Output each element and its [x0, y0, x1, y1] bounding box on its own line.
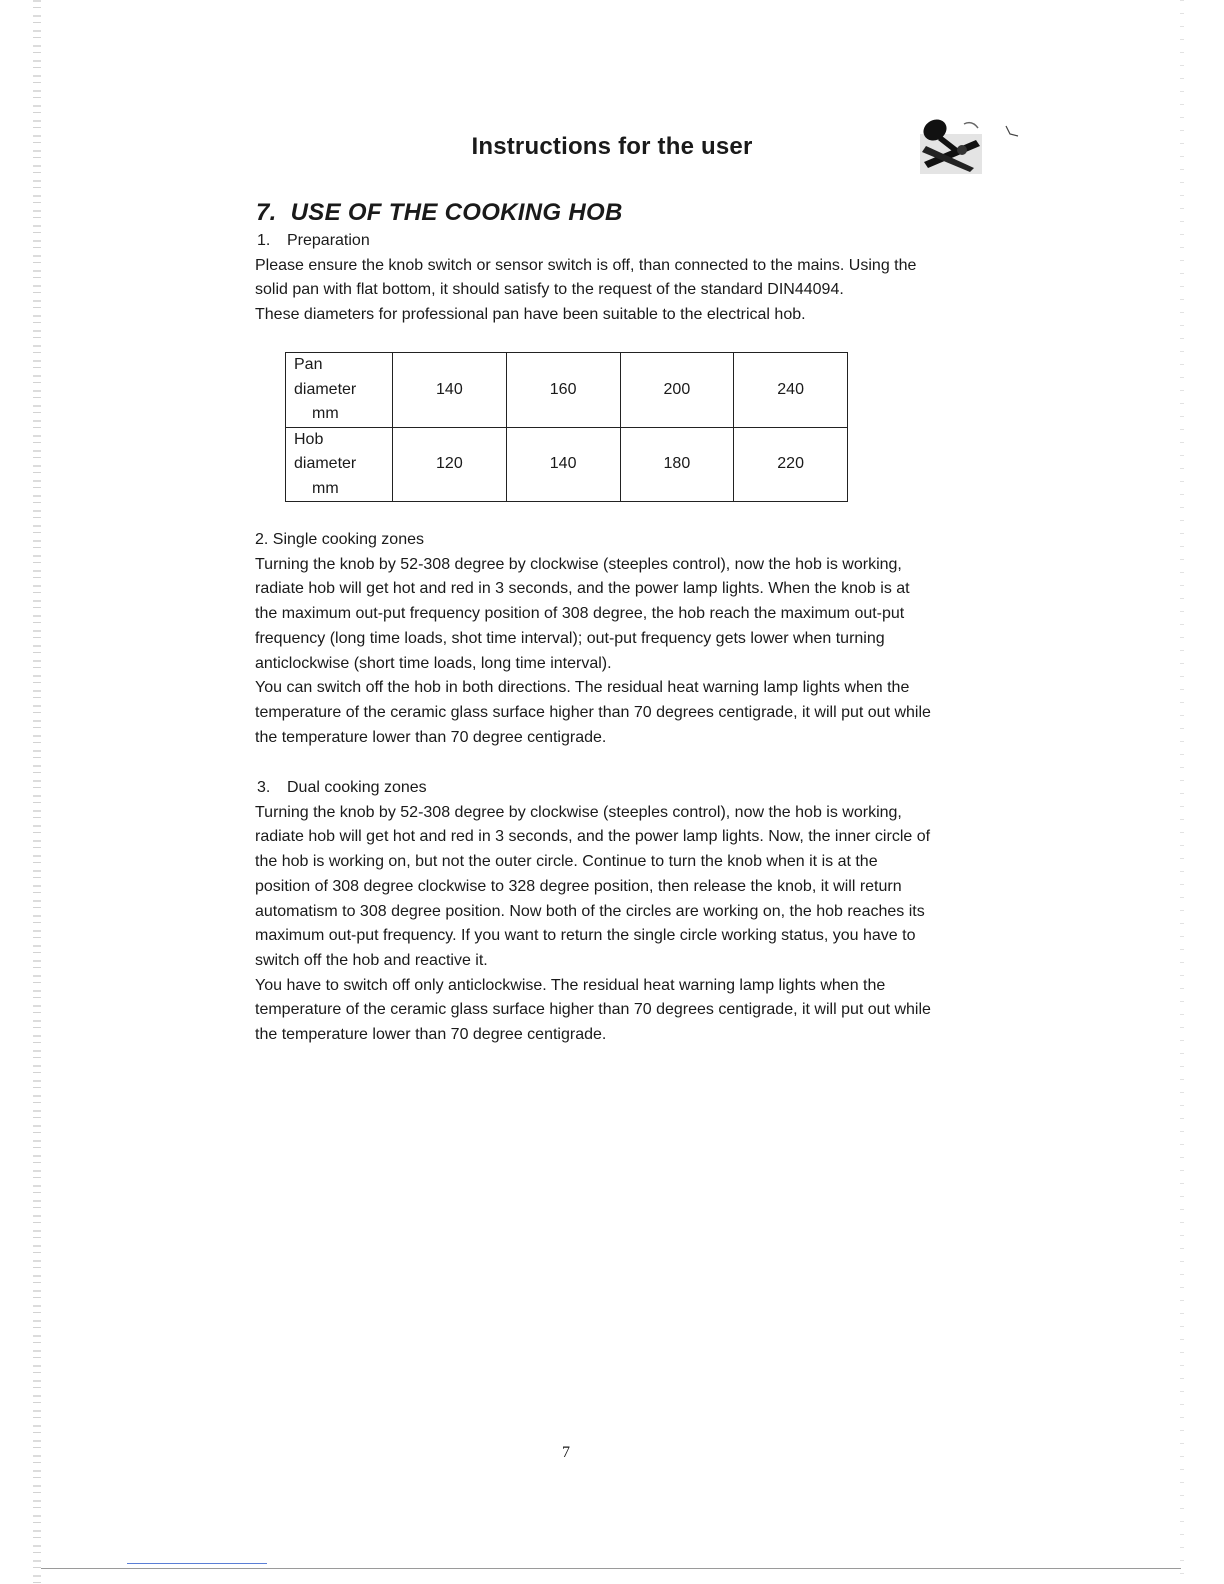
page-header-title: Instructions for the user	[471, 133, 753, 160]
paragraph-line: temperature of the ceramic glass surface higher than 70 degrees centigrade, it will put out while	[255, 703, 931, 721]
scan-edge-left	[33, 0, 41, 1584]
preparation-title: Preparation	[287, 232, 370, 249]
paragraph-line: You have to switch off only anticlockwise. The residual heat warning lamp lights when the	[255, 976, 886, 994]
section-number: 7.	[256, 199, 277, 226]
table-cell: 200	[620, 353, 734, 428]
paragraph-line: the temperature lower than 70 degree centigrade.	[255, 1026, 607, 1044]
paragraph-line: Turning the knob by 52-308 degree by clockwise (steeples control), now the hob is working,	[255, 803, 902, 821]
paragraph-line: position of 308 degree clockwise to 328 degree position, then release the knob, it will return	[255, 877, 902, 895]
table-row	[286, 353, 848, 428]
pan-diameter-table	[285, 352, 848, 502]
section-heading: USE OF THE COOKING HOB	[290, 199, 623, 226]
paragraph-line: These diameters for professional pan have been suitable to the electrical hob.	[255, 306, 806, 324]
table-cell: 140	[506, 427, 620, 502]
dual-zones-block	[255, 776, 1005, 1048]
paragraph-line: temperature of the ceramic glass surface higher than 70 degrees centigrade, it will put out while	[255, 1001, 931, 1019]
table-cell: 180	[620, 427, 734, 502]
paragraph-line: solid pan with flat bottom, it should satisfy to the request of the standard DIN44094.	[255, 281, 844, 299]
paragraph-line: Turning the knob by 52-308 degree by clockwise (steeples control), now the hob is working,	[255, 555, 902, 573]
table-cell: 160	[506, 353, 620, 428]
single-zones-block	[255, 528, 1005, 750]
scan-edge-right	[1180, 0, 1184, 1584]
paragraph-line: radiate hob will get hot and red in 3 seconds, and the power lamp lights. When the knob is at	[255, 580, 910, 598]
paragraph-line: the temperature lower than 70 degree centigrade.	[255, 728, 607, 746]
dual-zones-title: Dual cooking zones	[287, 779, 427, 796]
table-cell: 240	[734, 353, 848, 428]
preparation-number: 1.	[257, 232, 271, 249]
table-cell: 220	[734, 427, 848, 502]
paragraph-line: anticlockwise (short time loads, long time interval).	[255, 654, 612, 672]
single-zones-heading: 2. Single cooking zones	[255, 531, 424, 548]
row-label: Pan diameter mm	[286, 353, 393, 428]
page-number: 7	[562, 1444, 570, 1461]
paragraph-line: Please ensure the knob switch or sensor switch is off, than connected to the mains. Using the	[255, 256, 917, 274]
paragraph-line: the maximum out-put frequency position of 308 degree, the hob reach the maximum out-put	[255, 605, 905, 623]
table-row	[286, 427, 848, 502]
paragraph-line: frequency (long time loads, shot time interval); out-put frequency gets lower when turning	[255, 629, 885, 647]
dual-zones-heading	[255, 776, 1005, 801]
preparation-block	[255, 229, 1005, 328]
paragraph-line: the hob is working on, but not the outer circle. Continue to turn the knob when it is at the	[255, 853, 878, 871]
dual-zones-number: 3.	[257, 779, 271, 796]
row-label: Hob diameter mm	[286, 427, 393, 502]
cooking-hob-logo-icon	[918, 116, 984, 176]
paragraph-line: radiate hob will get hot and red in 3 seconds, and the power lamp lights. Now, the inner circle of	[255, 828, 931, 846]
table-cell: 140	[393, 353, 507, 428]
preparation-heading	[255, 229, 1005, 254]
paragraph-line: maximum out-put frequency. If you want to return the single circle working status, you have to	[255, 927, 916, 945]
mark-icon	[1004, 124, 1020, 138]
table-cell: 120	[393, 427, 507, 502]
paragraph-line: You can switch off the hob in both directions. The residual heat warning lamp lights when the	[255, 679, 910, 697]
bottom-rule	[41, 1568, 1181, 1569]
paragraph-line: switch off the hob and reactive it.	[255, 951, 488, 969]
bottom-rule-accent	[127, 1563, 267, 1564]
paragraph-line: automatism to 308 degree position. Now both of the circles are working on, the hob reaches its	[255, 902, 925, 920]
section-title	[256, 199, 623, 227]
